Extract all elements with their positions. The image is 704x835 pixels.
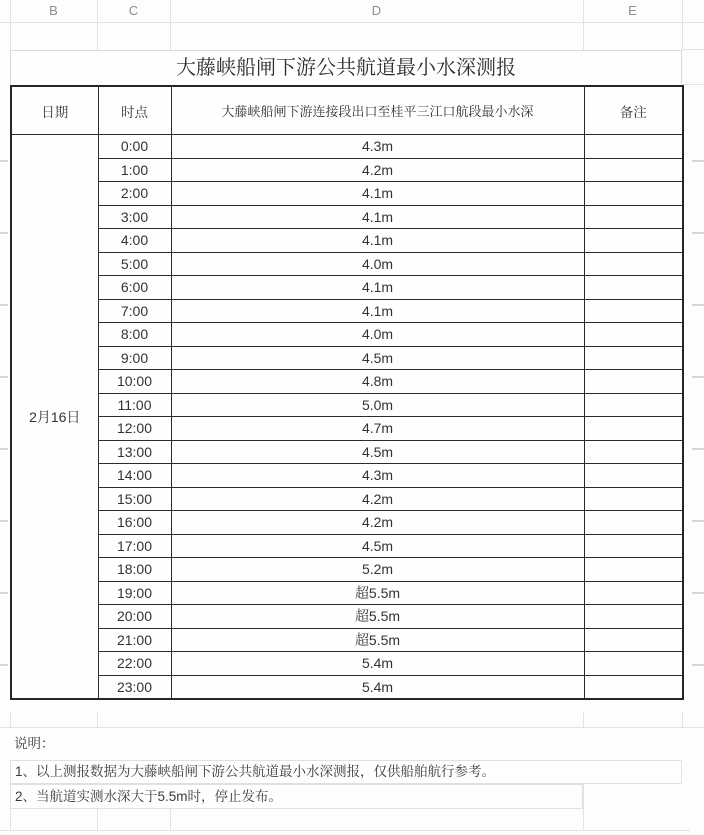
table-row bbox=[11, 440, 683, 464]
table-row bbox=[11, 534, 683, 558]
depth-cell[interactable]: 4.1m bbox=[171, 299, 584, 323]
gridline bbox=[0, 22, 704, 23]
table-row bbox=[11, 652, 683, 676]
note-item-2[interactable]: 2、当航道实测水深大于5.5m时，停止发布。 bbox=[10, 784, 583, 809]
time-cell[interactable]: 1:00 bbox=[98, 158, 171, 182]
depth-cell[interactable]: 4.1m bbox=[171, 205, 584, 229]
remark-cell[interactable] bbox=[584, 511, 683, 535]
depth-cell[interactable]: 4.8m bbox=[171, 370, 584, 394]
table-row bbox=[11, 276, 683, 300]
time-cell[interactable]: 12:00 bbox=[98, 417, 171, 441]
table-row bbox=[11, 346, 683, 370]
remark-cell[interactable] bbox=[584, 581, 683, 605]
time-cell[interactable]: 7:00 bbox=[98, 299, 171, 323]
gridline bbox=[692, 232, 704, 234]
remark-cell[interactable] bbox=[584, 182, 683, 206]
gridline bbox=[0, 232, 8, 234]
depth-cell[interactable]: 4.5m bbox=[171, 346, 584, 370]
table-row bbox=[11, 464, 683, 488]
remark-cell[interactable] bbox=[584, 229, 683, 253]
remark-cell[interactable] bbox=[584, 675, 683, 699]
note-item-1[interactable]: 1、以上测报数据为大藤峡船闸下游公共航道最小水深测报，仅供船舶航行参考。 bbox=[10, 760, 682, 784]
gridline bbox=[682, 0, 683, 50]
time-cell[interactable]: 22:00 bbox=[98, 652, 171, 676]
column-header-B[interactable]: B bbox=[49, 3, 58, 18]
table-row bbox=[11, 182, 683, 206]
time-cell[interactable]: 23:00 bbox=[98, 675, 171, 699]
depth-cell[interactable]: 4.3m bbox=[171, 135, 584, 159]
depth-cell[interactable]: 4.1m bbox=[171, 276, 584, 300]
gridline bbox=[97, 809, 98, 830]
depth-cell[interactable]: 4.2m bbox=[171, 487, 584, 511]
depth-cell[interactable]: 4.5m bbox=[171, 534, 584, 558]
depth-cell[interactable]: 超5.5m bbox=[171, 628, 584, 652]
gridline bbox=[692, 592, 704, 594]
remark-cell[interactable] bbox=[584, 323, 683, 347]
time-cell[interactable]: 6:00 bbox=[98, 276, 171, 300]
notes-heading[interactable]: 说明： bbox=[14, 736, 55, 751]
header-remark[interactable]: 备注 bbox=[584, 86, 683, 135]
time-cell[interactable]: 10:00 bbox=[98, 370, 171, 394]
depth-cell[interactable]: 5.4m bbox=[171, 675, 584, 699]
time-cell[interactable]: 13:00 bbox=[98, 440, 171, 464]
depth-cell[interactable]: 4.1m bbox=[171, 182, 584, 206]
time-cell[interactable]: 9:00 bbox=[98, 346, 171, 370]
gridline bbox=[692, 664, 704, 666]
depth-cell[interactable]: 5.4m bbox=[171, 652, 584, 676]
header-time[interactable]: 时点 bbox=[98, 86, 171, 135]
depth-cell[interactable]: 超5.5m bbox=[171, 605, 584, 629]
gridline bbox=[0, 160, 8, 162]
gridline bbox=[682, 712, 683, 727]
remark-cell[interactable] bbox=[584, 440, 683, 464]
remark-cell[interactable] bbox=[584, 628, 683, 652]
time-cell[interactable]: 11:00 bbox=[98, 393, 171, 417]
gridline bbox=[0, 448, 8, 450]
gridline bbox=[10, 712, 11, 727]
remark-cell[interactable] bbox=[584, 370, 683, 394]
remark-cell[interactable] bbox=[584, 464, 683, 488]
time-cell[interactable]: 18:00 bbox=[98, 558, 171, 582]
remark-cell[interactable] bbox=[584, 652, 683, 676]
gridline bbox=[0, 830, 690, 831]
depth-cell[interactable]: 4.2m bbox=[171, 158, 584, 182]
gridline bbox=[170, 809, 171, 830]
time-cell[interactable]: 8:00 bbox=[98, 323, 171, 347]
table-body bbox=[11, 135, 683, 700]
time-cell[interactable]: 0:00 bbox=[98, 135, 171, 159]
time-cell[interactable]: 15:00 bbox=[98, 487, 171, 511]
table-row bbox=[11, 511, 683, 535]
gridline bbox=[0, 664, 8, 666]
table-row bbox=[11, 417, 683, 441]
report-title-cell[interactable]: 大藤峡船闸下游公共航道最小水深测报 bbox=[10, 50, 682, 84]
depth-cell[interactable]: 4.2m bbox=[171, 511, 584, 535]
gridline bbox=[583, 784, 584, 830]
gridline bbox=[0, 520, 8, 522]
remark-cell[interactable] bbox=[584, 299, 683, 323]
depth-cell[interactable]: 4.0m bbox=[171, 323, 584, 347]
table-row bbox=[11, 158, 683, 182]
table-row bbox=[11, 605, 683, 629]
depth-cell[interactable]: 5.0m bbox=[171, 393, 584, 417]
column-header-D[interactable]: D bbox=[371, 3, 382, 18]
gridline bbox=[0, 376, 8, 378]
depth-cell[interactable]: 4.7m bbox=[171, 417, 584, 441]
time-cell[interactable]: 17:00 bbox=[98, 534, 171, 558]
remark-cell[interactable] bbox=[584, 346, 683, 370]
date-cell[interactable]: 2月16日 bbox=[11, 135, 98, 700]
table-row bbox=[11, 135, 683, 159]
gridline bbox=[682, 84, 704, 85]
table-row bbox=[11, 558, 683, 582]
table-row bbox=[11, 323, 683, 347]
gridline bbox=[692, 448, 704, 450]
gridline bbox=[583, 712, 584, 727]
gridline bbox=[0, 592, 8, 594]
remark-cell[interactable] bbox=[584, 252, 683, 276]
gridline bbox=[682, 49, 704, 50]
table-row bbox=[11, 299, 683, 323]
gridline bbox=[0, 727, 704, 728]
gridline bbox=[692, 520, 704, 522]
column-header-E[interactable]: E bbox=[628, 3, 637, 18]
header-row bbox=[11, 86, 683, 135]
table-row bbox=[11, 581, 683, 605]
table-row bbox=[11, 370, 683, 394]
table-row bbox=[11, 229, 683, 253]
header-date[interactable]: 日期 bbox=[11, 86, 98, 135]
remark-cell[interactable] bbox=[584, 276, 683, 300]
remark-cell[interactable] bbox=[584, 205, 683, 229]
time-cell[interactable]: 20:00 bbox=[98, 605, 171, 629]
depth-cell[interactable]: 4.3m bbox=[171, 464, 584, 488]
depth-cell[interactable]: 4.0m bbox=[171, 252, 584, 276]
remark-cell[interactable] bbox=[584, 393, 683, 417]
time-cell[interactable]: 5:00 bbox=[98, 252, 171, 276]
gridline bbox=[692, 304, 704, 306]
gridline bbox=[692, 376, 704, 378]
table-row bbox=[11, 628, 683, 652]
gridline bbox=[0, 304, 8, 306]
remark-cell[interactable] bbox=[584, 534, 683, 558]
table-row bbox=[11, 252, 683, 276]
table-row bbox=[11, 393, 683, 417]
column-header-C[interactable]: C bbox=[128, 3, 139, 18]
header-depth[interactable]: 大藤峡船闸下游连接段出口至桂平三江口航段最小水深 bbox=[171, 86, 584, 135]
table-row bbox=[11, 675, 683, 699]
time-cell[interactable]: 19:00 bbox=[98, 581, 171, 605]
time-cell[interactable]: 16:00 bbox=[98, 511, 171, 535]
time-cell[interactable]: 4:00 bbox=[98, 229, 171, 253]
remark-cell[interactable] bbox=[584, 135, 683, 159]
table-row bbox=[11, 205, 683, 229]
remark-cell[interactable] bbox=[584, 558, 683, 582]
gridline bbox=[692, 160, 704, 162]
time-cell[interactable]: 21:00 bbox=[98, 628, 171, 652]
remark-cell[interactable] bbox=[584, 487, 683, 511]
depth-cell[interactable]: 超5.5m bbox=[171, 581, 584, 605]
remark-cell[interactable] bbox=[584, 158, 683, 182]
remark-cell[interactable] bbox=[584, 417, 683, 441]
depth-report-table bbox=[10, 85, 684, 700]
depth-cell[interactable]: 4.1m bbox=[171, 229, 584, 253]
gridline bbox=[10, 809, 11, 830]
gridline bbox=[97, 712, 98, 727]
table-row bbox=[11, 487, 683, 511]
time-cell[interactable]: 3:00 bbox=[98, 205, 171, 229]
depth-cell[interactable]: 4.5m bbox=[171, 440, 584, 464]
remark-cell[interactable] bbox=[584, 605, 683, 629]
depth-cell[interactable]: 5.2m bbox=[171, 558, 584, 582]
time-cell[interactable]: 14:00 bbox=[98, 464, 171, 488]
time-cell[interactable]: 2:00 bbox=[98, 182, 171, 206]
